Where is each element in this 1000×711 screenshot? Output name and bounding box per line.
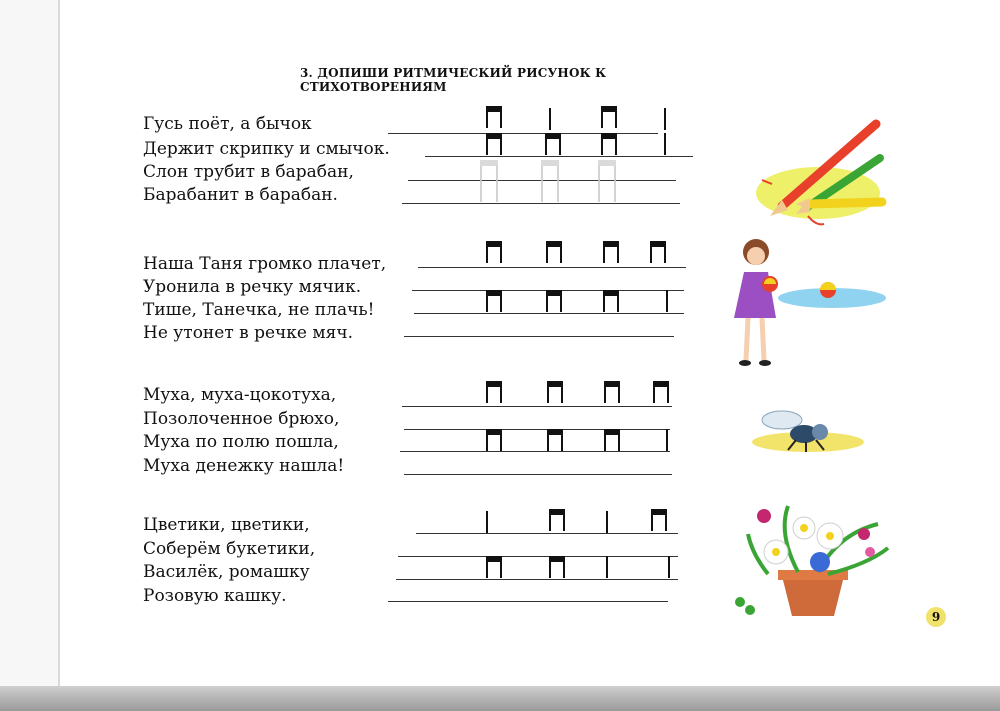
poem-3-line-1: Муха, муха-цокотуха, — [143, 385, 337, 405]
rhythm-line[interactable] — [400, 451, 670, 452]
eighth-notes-pair — [603, 241, 619, 263]
quarter-note — [666, 429, 668, 451]
rhythm-line[interactable] — [404, 474, 672, 475]
pencil-sketch-note — [541, 160, 559, 202]
poem-4-line-3: Василёк, ромашку — [143, 562, 310, 582]
eighth-notes-pair — [486, 429, 502, 451]
eighth-notes-pair — [547, 381, 563, 403]
fly-icon — [744, 406, 864, 460]
quarter-note — [486, 511, 488, 533]
scan-shadow — [0, 686, 1000, 711]
pencils-icon — [748, 118, 888, 233]
eighth-notes-pair — [547, 429, 563, 451]
quarter-note — [664, 108, 666, 130]
eighth-notes-pair — [653, 381, 669, 403]
pencil-sketch-note — [480, 160, 498, 202]
eighth-notes-pair — [549, 556, 565, 578]
eighth-notes-pair — [601, 133, 617, 155]
quarter-note — [668, 556, 670, 578]
rhythm-line[interactable] — [388, 601, 668, 602]
poem-3-line-2: Позолоченное брюхо, — [143, 409, 340, 429]
rhythm-line[interactable] — [425, 156, 693, 157]
eighth-notes-pair — [486, 556, 502, 578]
eighth-notes-pair — [486, 381, 502, 403]
rhythm-line[interactable] — [414, 313, 684, 314]
eighth-notes-pair — [549, 509, 565, 531]
eighth-notes-pair — [486, 290, 502, 312]
left-margin — [0, 0, 58, 686]
rhythm-line[interactable] — [402, 406, 672, 407]
page-heading: 3. ДОПИШИ РИТМИЧЕСКИЙ РИСУНОК К СТИХОТВОРЕНИЯМ — [300, 66, 607, 94]
quarter-note — [666, 290, 668, 312]
eighth-notes-pair — [601, 106, 617, 128]
quarter-note — [549, 108, 551, 130]
poem-2-line-1: Наша Таня громко плачет, — [143, 254, 387, 274]
rhythm-line[interactable] — [396, 579, 678, 580]
rhythm-line[interactable] — [402, 203, 680, 204]
poem-4-line-4: Розовую кашку. — [143, 586, 287, 606]
rhythm-line[interactable] — [404, 336, 674, 337]
eighth-notes-pair — [603, 290, 619, 312]
flower-pot-icon — [728, 494, 898, 624]
poem-2-line-3: Тише, Танечка, не плачь! — [143, 300, 375, 320]
quarter-note — [606, 556, 608, 578]
pencil-sketch-note — [598, 160, 616, 202]
poem-2-line-2: Уронила в речку мячик. — [143, 277, 362, 297]
eighth-notes-pair — [604, 429, 620, 451]
eighth-notes-pair — [546, 241, 562, 263]
rhythm-line[interactable] — [416, 533, 678, 534]
poem-3-line-3: Муха по полю пошла, — [143, 432, 339, 452]
eighth-notes-pair — [651, 509, 667, 531]
page-number: 9 — [926, 607, 946, 627]
poem-1-line-3: Слон трубит в барабан, — [143, 162, 354, 182]
rhythm-line[interactable] — [404, 429, 670, 430]
rhythm-line[interactable] — [398, 556, 678, 557]
poem-1-line-4: Барабанит в барабан. — [143, 185, 338, 205]
girl-with-ball-icon — [728, 236, 888, 370]
eighth-notes-pair — [486, 133, 502, 155]
rhythm-line[interactable] — [388, 133, 658, 134]
eighth-notes-pair — [604, 381, 620, 403]
eighth-notes-pair — [650, 241, 666, 263]
eighth-notes-pair — [546, 290, 562, 312]
eighth-notes-pair — [486, 241, 502, 263]
poem-1-line-1: Гусь поёт, а бычок — [143, 114, 312, 134]
quarter-note — [606, 511, 608, 533]
poem-3-line-4: Муха денежку нашла! — [143, 456, 345, 476]
quarter-note — [664, 133, 666, 155]
poem-4-line-1: Цветики, цветики, — [143, 515, 310, 535]
eighth-notes-pair — [545, 133, 561, 155]
poem-1-line-2: Держит скрипку и смычок. — [143, 139, 390, 159]
poem-4-line-2: Соберём букетики, — [143, 539, 316, 559]
eighth-notes-pair — [486, 106, 502, 128]
rhythm-line[interactable] — [418, 267, 686, 268]
poem-2-line-4: Не утонет в речке мяч. — [143, 323, 353, 343]
